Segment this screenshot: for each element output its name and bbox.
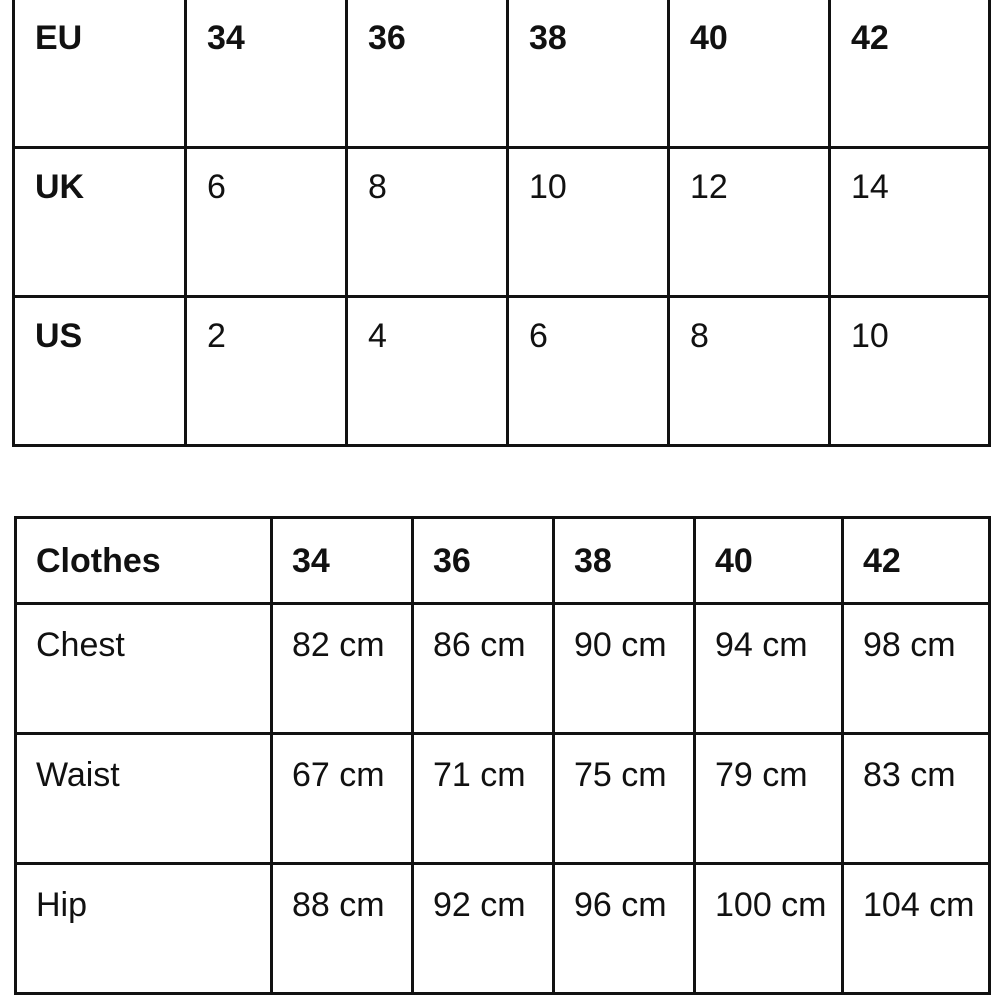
table-row-waist [16,734,990,864]
hip-measurement-cell: 92 cm [413,864,554,994]
us-size-cell: 2 [186,297,347,446]
waist-measurement-cell: 67 cm [272,734,413,864]
waist-measurement-cell: 75 cm [554,734,695,864]
table-row-eu [14,0,990,148]
row-label-uk: UK [14,148,186,297]
eu-size-cell: 34 [186,0,347,148]
waist-measurement-cell: 83 cm [843,734,990,864]
column-header-clothes: Clothes [16,518,272,604]
us-size-cell: 4 [347,297,508,446]
eu-size-cell: 36 [347,0,508,148]
us-size-cell: 10 [830,297,990,446]
table-header-row [16,518,990,604]
hip-measurement-cell: 104 cm [843,864,990,994]
table-row-chest [16,604,990,734]
uk-size-cell: 8 [347,148,508,297]
eu-size-cell: 40 [669,0,830,148]
chest-measurement-cell: 90 cm [554,604,695,734]
waist-measurement-cell: 71 cm [413,734,554,864]
column-header-size: 34 [272,518,413,604]
uk-size-cell: 12 [669,148,830,297]
uk-size-cell: 10 [508,148,669,297]
table-row-hip [16,864,990,994]
uk-size-cell: 14 [830,148,990,297]
waist-measurement-cell: 79 cm [695,734,843,864]
table-row-uk [14,148,990,297]
column-header-size: 40 [695,518,843,604]
column-header-size: 38 [554,518,695,604]
uk-size-cell: 6 [186,148,347,297]
us-size-cell: 6 [508,297,669,446]
eu-size-cell: 42 [830,0,990,148]
clothes-measurements-table [14,516,991,995]
table-row-us [14,297,990,446]
row-label-chest: Chest [16,604,272,734]
chest-measurement-cell: 82 cm [272,604,413,734]
us-size-cell: 8 [669,297,830,446]
hip-measurement-cell: 88 cm [272,864,413,994]
chest-measurement-cell: 98 cm [843,604,990,734]
size-conversion-table [12,0,991,447]
chest-measurement-cell: 94 cm [695,604,843,734]
row-label-waist: Waist [16,734,272,864]
row-label-eu: EU [14,0,186,148]
row-label-us: US [14,297,186,446]
eu-size-cell: 38 [508,0,669,148]
chest-measurement-cell: 86 cm [413,604,554,734]
row-label-hip: Hip [16,864,272,994]
column-header-size: 42 [843,518,990,604]
column-header-size: 36 [413,518,554,604]
hip-measurement-cell: 100 cm [695,864,843,994]
hip-measurement-cell: 96 cm [554,864,695,994]
